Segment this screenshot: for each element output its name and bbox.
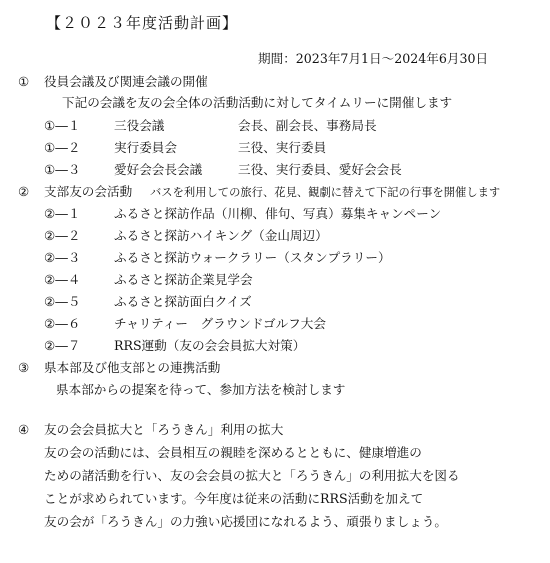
item-number: ②―４ xyxy=(44,272,81,287)
list-item xyxy=(44,208,441,221)
list-item xyxy=(44,252,391,265)
list-item xyxy=(44,164,402,177)
item-members: 三役、実行委員、愛好会会長 xyxy=(238,162,402,177)
item-number: ①―２ xyxy=(44,140,81,155)
list-item xyxy=(44,274,253,287)
item-number: ①―３ xyxy=(44,162,81,177)
item-name: チャリティー グラウンドゴルフ大会 xyxy=(114,316,326,331)
item-name: ふるさと探訪企業見学会 xyxy=(114,272,253,287)
section-2-mark: ② xyxy=(18,184,30,199)
item-number: ①―１ xyxy=(44,118,81,133)
section-1-heading xyxy=(18,76,208,89)
item-name: 愛好会会長会議 xyxy=(114,162,203,177)
item-members: 三役、実行委員 xyxy=(238,140,327,155)
section-1-title: 役員会議及び関連会議の開催 xyxy=(44,74,208,89)
list-item xyxy=(44,120,377,133)
item-members: 会長、副会長、事務局長 xyxy=(238,118,377,133)
item-name: 三役会議 xyxy=(114,118,165,133)
section-4-paragraph-line: 友の会が「ろうきん」の力強い応援団になれるよう、頑張りましょう。 xyxy=(44,514,447,529)
section-2-heading xyxy=(18,186,132,199)
item-name: ふるさと探訪面白クイズ xyxy=(114,294,252,309)
section-4-paragraph-line: 友の会の活動には、会員相互の親睦を深めるとともに、健康増進の xyxy=(44,445,422,460)
item-number: ②―６ xyxy=(44,316,81,331)
section-4-heading xyxy=(18,424,283,437)
item-name: RRS運動（友の会会員拡大対策） xyxy=(114,338,306,353)
section-2-note: バスを利用しての旅行、花見、観劇に替えて下記の行事を開催します xyxy=(150,186,501,199)
item-number: ②―１ xyxy=(44,206,81,221)
section-3-mark: ③ xyxy=(18,360,30,375)
list-item xyxy=(44,340,305,353)
section-1-desc: 下記の会議を友の会全体の活動活動に対してタイムリーに開催します xyxy=(62,95,453,110)
section-1-mark: ① xyxy=(18,74,30,89)
item-name: ふるさと探訪ウォークラリー（スタンプラリー） xyxy=(114,250,391,265)
section-3-heading xyxy=(18,362,220,375)
item-name: 実行委員会 xyxy=(114,140,177,155)
section-4-paragraph-line: ことが求められています。今年度は従来の活動にRRS活動を加えて xyxy=(44,491,424,506)
section-4-mark: ④ xyxy=(18,422,30,437)
item-name: ふるさと探訪ハイキング（金山周辺） xyxy=(114,228,328,243)
list-item xyxy=(44,230,328,243)
item-number: ②―５ xyxy=(44,294,81,309)
section-3-desc: 県本部からの提案を待って、参加方法を検討します xyxy=(56,382,346,397)
item-name: ふるさと探訪作品（川柳、俳句、写真）募集キャンペーン xyxy=(114,206,442,221)
item-number: ②―２ xyxy=(44,228,81,243)
item-number: ②―７ xyxy=(44,338,81,353)
section-3-title: 県本部及び他支部との連携活動 xyxy=(44,360,221,375)
section-4-paragraph-line: ための諸活動を行い、友の会会員の拡大と「ろうきん」の利用拡大を図る xyxy=(44,468,460,483)
item-number: ②―３ xyxy=(44,250,81,265)
section-2-title: 支部友の会活動 xyxy=(44,184,133,199)
period-text: 期間：2023年7月1日～2024年6月30日 xyxy=(258,51,489,66)
list-item xyxy=(44,296,252,309)
list-item xyxy=(44,142,326,155)
section-4-title: 友の会会員拡大と「ろうきん」利用の拡大 xyxy=(44,422,284,437)
list-item xyxy=(44,318,326,331)
page-title: 【２０２３年度活動計画】 xyxy=(46,14,239,32)
